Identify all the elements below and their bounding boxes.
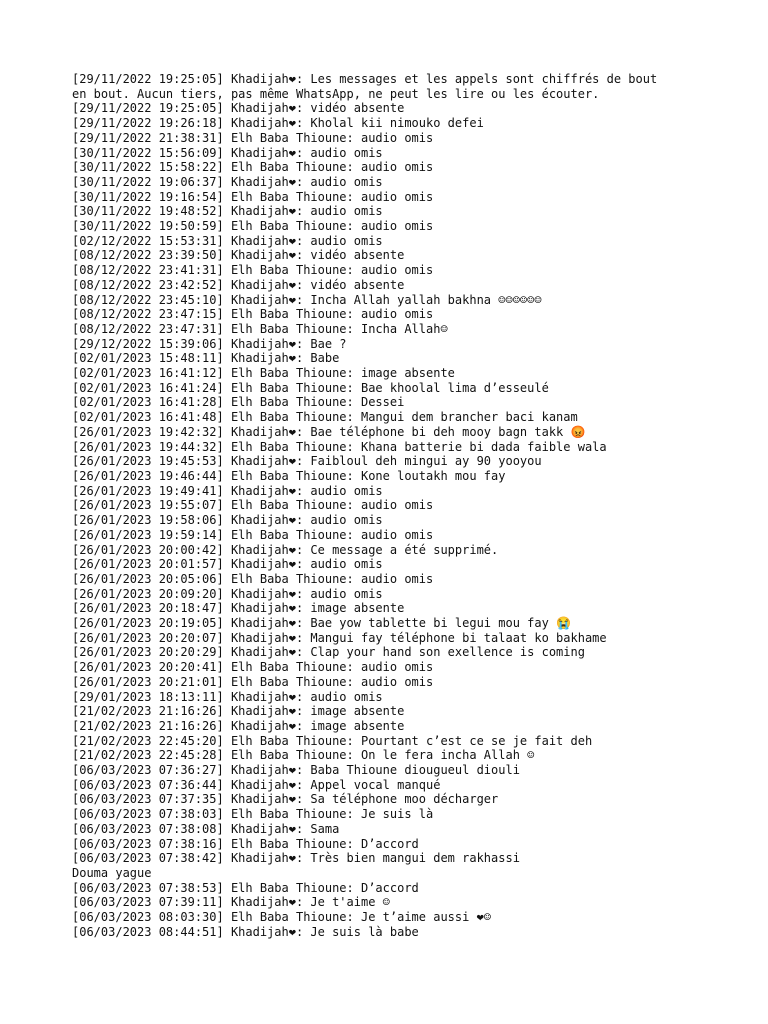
transcript-line: [06/03/2023 08:44:51] Khadijah❤: Je suis là babe [72,924,419,939]
transcript-line: [21/02/2023 21:16:26] Khadijah❤: image absente [72,704,405,719]
transcript-line: [29/11/2022 19:25:05] Khadijah❤: vidéo absente [72,101,405,116]
chat-transcript [72,72,712,939]
transcript-line: [30/11/2022 19:48:52] Khadijah❤: audio omis [72,204,383,219]
transcript-line: [08/12/2022 23:47:15] Elh Baba Thioune: audio omis [72,307,434,322]
transcript-line: [26/01/2023 20:19:05] Khadijah❤: Bae yow tablette bi legui mou fay 😭 [72,616,571,631]
transcript-line: [06/03/2023 07:36:44] Khadijah❤: Appel vocal manqué [72,777,441,792]
transcript-line: [29/12/2022 15:39:06] Khadijah❤: Bae ? [72,336,347,351]
transcript-line: [06/03/2023 07:38:42] Khadijah❤: Très bien mangui dem rakhassi [72,851,520,866]
transcript-line: [30/11/2022 15:56:09] Khadijah❤: audio omis [72,145,383,160]
transcript-line: [06/03/2023 07:38:16] Elh Baba Thioune: D’accord [72,836,419,851]
transcript-line: [21/02/2023 22:45:20] Elh Baba Thioune: Pourtant c’est ce se je fait deh [72,733,593,748]
transcript-line: [02/01/2023 16:41:48] Elh Baba Thioune: Mangui dem brancher baci kanam [72,410,578,425]
transcript-line: [26/01/2023 19:59:14] Elh Baba Thioune: audio omis [72,527,434,542]
transcript-line: [06/03/2023 07:37:35] Khadijah❤: Sa téléphone moo décharger [72,792,499,807]
transcript-line: [26/01/2023 20:21:01] Elh Baba Thioune: audio omis [72,674,434,689]
transcript-line: [29/11/2022 19:26:18] Khadijah❤: Kholal kii nimouko defei [72,116,484,131]
transcript-line: [06/03/2023 07:38:08] Khadijah❤: Sama [72,821,340,836]
transcript-line: [30/11/2022 19:06:37] Khadijah❤: audio omis [72,174,383,189]
transcript-line: [26/01/2023 19:58:06] Khadijah❤: audio omis [72,513,383,528]
transcript-line: [26/01/2023 20:01:57] Khadijah❤: audio omis [72,557,383,572]
transcript-line: [26/01/2023 19:45:53] Khadijah❤: Faibloul deh mingui ay 90 yooyou [72,454,542,469]
transcript-line: [02/01/2023 16:41:28] Elh Baba Thioune: Dessei [72,395,405,410]
transcript-line: [26/01/2023 20:18:47] Khadijah❤: image absente [72,601,405,616]
transcript-line: [26/01/2023 20:20:07] Khadijah❤: Mangui fay téléphone bi talaat ko bakhame [72,630,607,645]
transcript-line: [06/03/2023 08:03:30] Elh Baba Thioune: Je t’aime aussi ❤☺ [72,910,492,925]
transcript-line: en bout. Aucun tiers, pas même WhatsApp, ne peut les lire ou les écouter. [72,86,600,101]
transcript-line: [08/12/2022 23:41:31] Elh Baba Thioune: audio omis [72,263,434,278]
transcript-line: [26/01/2023 19:44:32] Elh Baba Thioune: Khana batterie bi dada faible wala [72,439,607,454]
transcript-line: [02/01/2023 16:41:24] Elh Baba Thioune: Bae khoolal lima d’esseulé [72,380,549,395]
transcript-line: [30/11/2022 19:16:54] Elh Baba Thioune: audio omis [72,189,434,204]
transcript-line: [08/12/2022 23:39:50] Khadijah❤: vidéo absente [72,248,405,263]
transcript-line: [26/01/2023 20:20:29] Khadijah❤: Clap your hand son exellence is coming [72,645,585,660]
transcript-line: [02/01/2023 16:41:12] Elh Baba Thioune: image absente [72,366,455,381]
transcript-line: [26/01/2023 19:49:41] Khadijah❤: audio omis [72,483,383,498]
transcript-line: [26/01/2023 20:09:20] Khadijah❤: audio omis [72,586,383,601]
transcript-line: [08/12/2022 23:45:10] Khadijah❤: Incha Allah yallah bakhna ☺☺☺☺☺☺ [72,292,542,307]
transcript-line: [29/11/2022 21:38:31] Elh Baba Thioune: audio omis [72,130,434,145]
transcript-line: [26/01/2023 19:55:07] Elh Baba Thioune: audio omis [72,498,434,513]
transcript-line: [08/12/2022 23:47:31] Elh Baba Thioune: Incha Allah☺ [72,321,448,336]
transcript-line: [26/01/2023 19:42:32] Khadijah❤: Bae téléphone bi deh mooy bagn takk 😡 [72,424,586,439]
transcript-line: Douma yague [72,865,152,880]
transcript-line: [21/02/2023 22:45:28] Elh Baba Thioune: On le fera incha Allah ☺ [72,748,535,763]
transcript-line: [06/03/2023 07:39:11] Khadijah❤: Je t'aime ☺ [72,895,390,910]
transcript-line: [02/12/2022 15:53:31] Khadijah❤: audio omis [72,233,383,248]
transcript-line: [29/01/2023 18:13:11] Khadijah❤: audio omis [72,689,383,704]
transcript-line: [21/02/2023 21:16:26] Khadijah❤: image absente [72,718,405,733]
transcript-line: [30/11/2022 19:50:59] Elh Baba Thioune: audio omis [72,219,434,234]
transcript-line: [26/01/2023 20:05:06] Elh Baba Thioune: audio omis [72,571,434,586]
transcript-line: [08/12/2022 23:42:52] Khadijah❤: vidéo absente [72,277,405,292]
transcript-line: [02/01/2023 15:48:11] Khadijah❤: Babe [72,351,340,366]
transcript-line: [29/11/2022 19:25:05] Khadijah❤: Les messages et les appels sont chiffrés de bout [72,72,658,86]
transcript-line: [06/03/2023 07:36:27] Khadijah❤: Baba Thioune diougueul diouli [72,763,520,778]
transcript-line: [06/03/2023 07:38:03] Elh Baba Thioune: Je suis là [72,807,434,822]
transcript-line: [26/01/2023 20:00:42] Khadijah❤: Ce message a été supprimé. [72,542,499,557]
transcript-line: [26/01/2023 20:20:41] Elh Baba Thioune: audio omis [72,660,434,675]
transcript-line: [30/11/2022 15:58:22] Elh Baba Thioune: audio omis [72,160,434,175]
transcript-line: [06/03/2023 07:38:53] Elh Baba Thioune: D’accord [72,880,419,895]
transcript-line: [26/01/2023 19:46:44] Elh Baba Thioune: Kone loutakh mou fay [72,468,506,483]
